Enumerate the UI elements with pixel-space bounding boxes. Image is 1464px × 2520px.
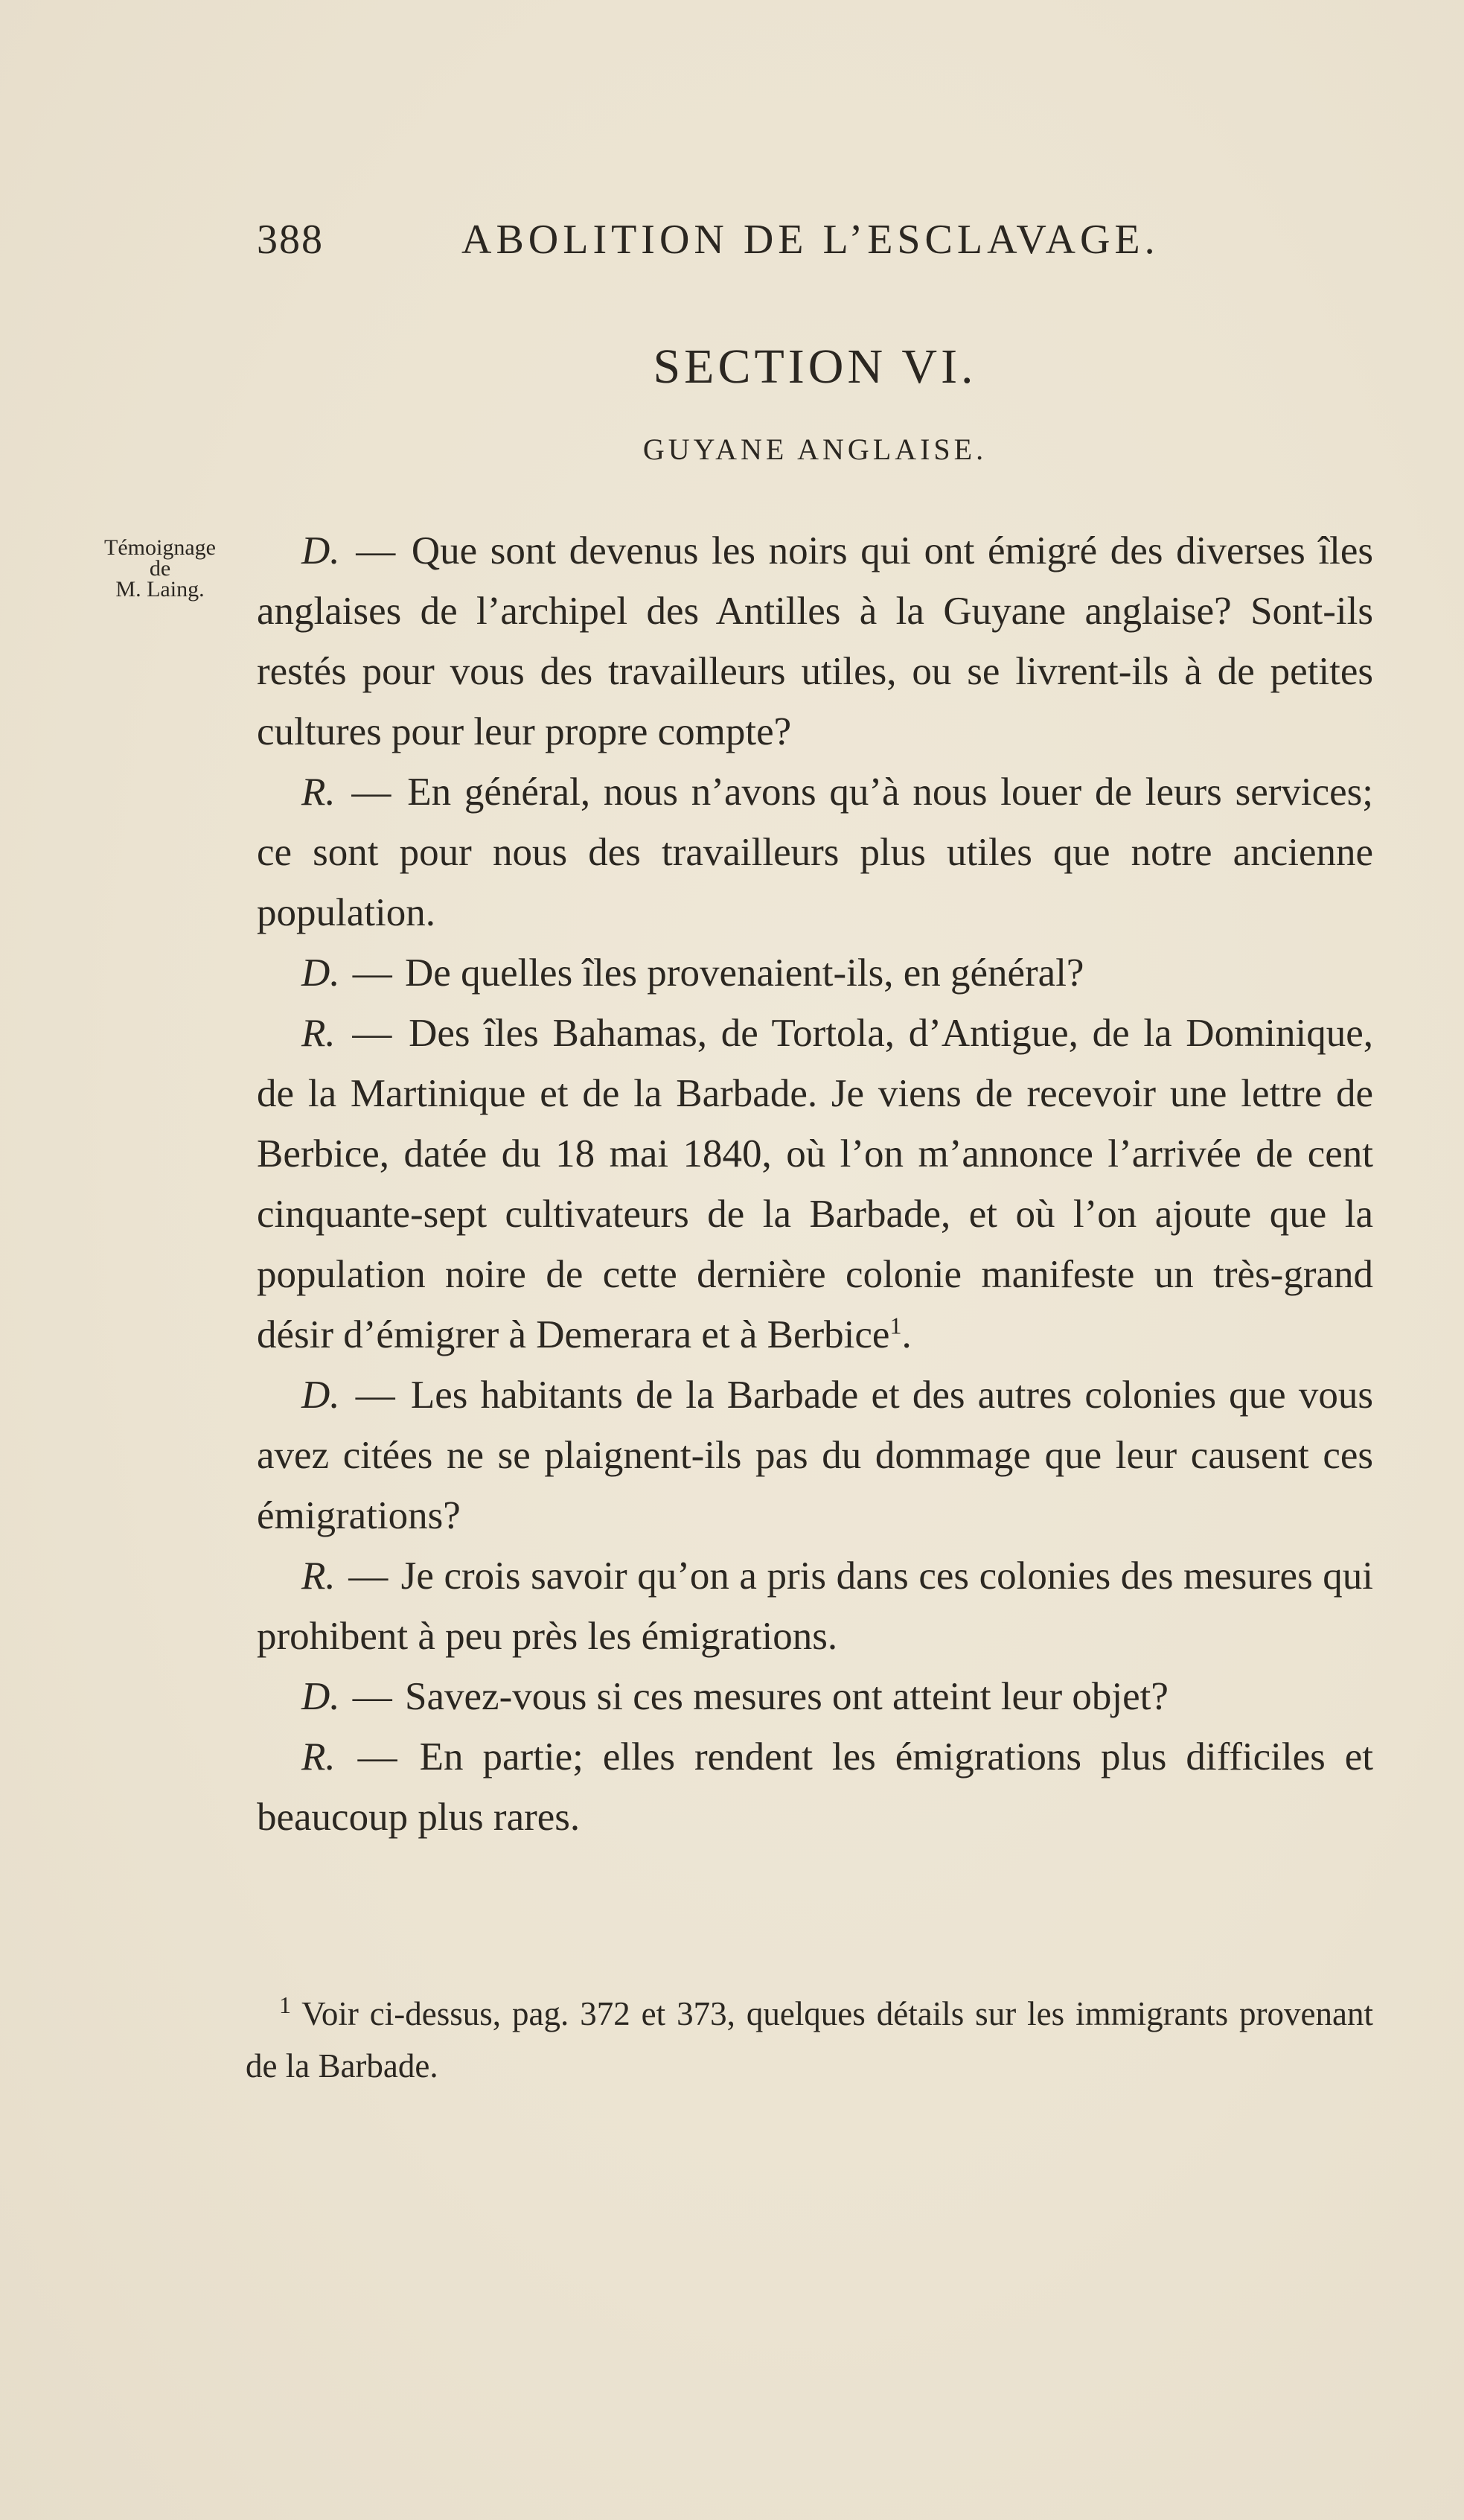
paragraph-text: Des îles Bahamas, de Tortola, d’Antigue, de la Dominique, de la Martinique et de la Barbade. Je viens de recevoir une lettre de Berbice, datée du 18 mai 1840, où l’on m’annonce l’arrivée de cent cinquante-sept cultivateurs de la Barbade, et où l’on ajoute que la population noire de cette dernière colonie manifeste un très-grand désir d’émigrer à Demerara et à Berbice [257, 1012, 1374, 1356]
section-subtitle: GUYANE ANGLAISE. [642, 433, 988, 466]
speaker-label: R. [301, 771, 336, 814]
speaker-label: D. [301, 1675, 340, 1718]
page-number: 388 [257, 217, 324, 263]
dialogue-paragraph [257, 1365, 1373, 1546]
speaker-label: D. [301, 1374, 340, 1417]
speaker-label: R. [301, 1554, 336, 1598]
speaker-label: D. [301, 951, 340, 995]
margin-note-line: de [149, 556, 171, 581]
speaker-label: R. [301, 1012, 336, 1055]
margin-note [74, 535, 246, 602]
dialogue-paragraph [257, 762, 1373, 943]
footnote-text: Voir ci-dessus, pag. 372 et 373, quelques détails sur les immigrants provenant de la Barbade. [246, 1995, 1373, 2084]
dialogue-paragraph [257, 1004, 1373, 1365]
paragraph-text: Je crois savoir qu’on a pris dans ces colonies des mesures qui prohibent à peu près les émigrations. [257, 1554, 1373, 1658]
paragraph-text: En partie; elles rendent les émigrations plus difficiles et beaucoup plus rares. [257, 1735, 1374, 1839]
dialogue-paragraph [257, 1727, 1373, 1848]
dash: — [357, 1735, 397, 1779]
paragraph-text: En général, nous n’avons qu’à nous louer de leurs services; ce sont pour nous des travailleurs plus utiles que notre ancienne population. [257, 771, 1374, 934]
speaker-label: D. [301, 529, 340, 572]
dash: — [352, 1012, 392, 1055]
paragraph-text: Savez-vous si ces mesures ont atteint leur objet? [405, 1675, 1169, 1718]
section-title: SECTION VI. [653, 339, 977, 394]
dash: — [352, 951, 392, 995]
paragraph-text: Que sont devenus les noirs qui ont émigré des diverses îles anglaises de l’archipel des Antilles à la Guyane anglaise? Sont-ils restés pour vous des travailleurs utiles, ou se livrent-ils à de petites cultures pour leur propre compte? [257, 529, 1374, 753]
dash: — [356, 529, 396, 572]
dash: — [352, 1675, 392, 1718]
paragraph-end: . [901, 1313, 912, 1356]
footnote-reference: 1 [889, 1312, 902, 1339]
dash: — [351, 771, 391, 814]
dialogue-paragraph [257, 1667, 1373, 1727]
footnote-marker: 1 [279, 1991, 291, 2018]
dialogue-paragraph [257, 1546, 1373, 1667]
margin-note-line: M. Laing. [115, 577, 205, 602]
dash: — [355, 1374, 395, 1417]
dash: — [348, 1554, 389, 1598]
speaker-label: R. [301, 1735, 336, 1779]
paragraph-text: De quelles îles provenaient-ils, en général? [405, 951, 1084, 995]
paragraph-text: Les habitants de la Barbade et des autres colonies que vous avez citées ne se plaignent-ils pas du dommage que leur causent ces émigrations? [257, 1374, 1374, 1537]
running-header [257, 216, 1209, 264]
dialogue-paragraph [257, 943, 1373, 1004]
dialogue-paragraph [257, 521, 1373, 762]
footnote [246, 1988, 1373, 2092]
margin-note-line: Témoignage [104, 535, 216, 560]
dialogue-body [257, 521, 1373, 1848]
running-title: ABOLITION DE L’ESCLAVAGE. [461, 217, 1160, 263]
